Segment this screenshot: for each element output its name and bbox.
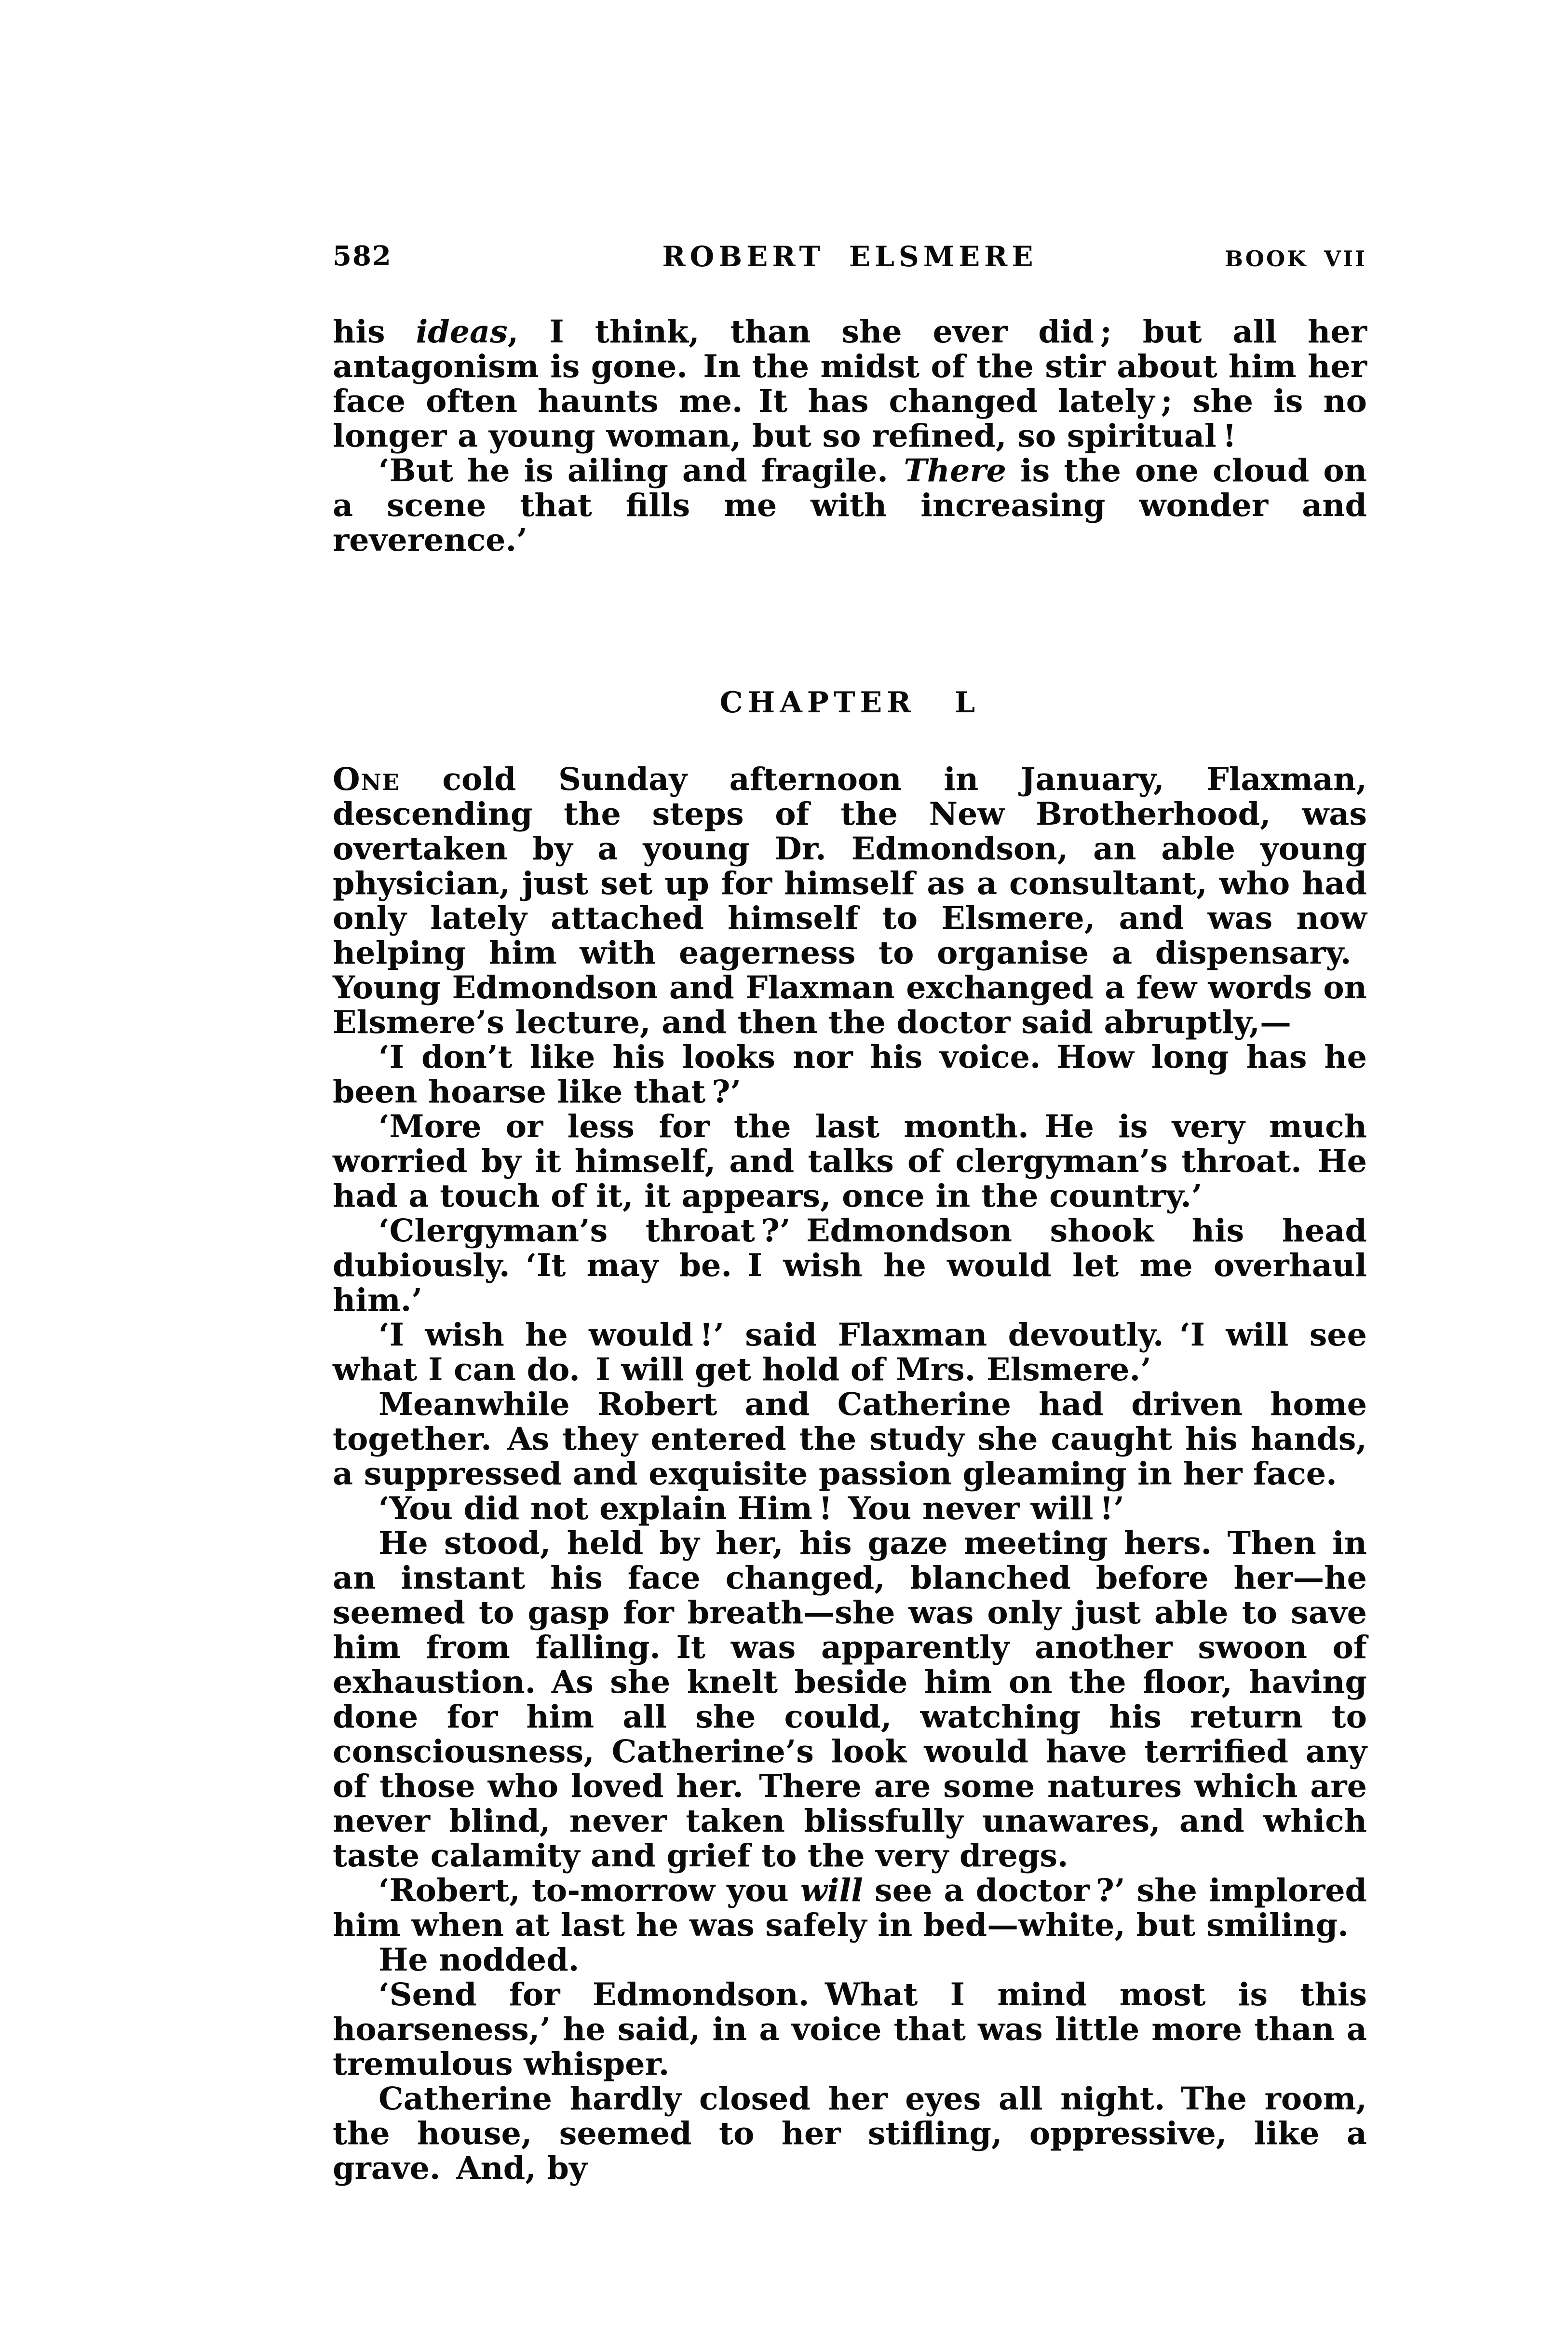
text-run: ‘More or less for the last month. He is very much worried by it himself, and talks of clergyman’s throat. He had a touch of it, it appears, once in the country.’ (333, 1108, 1367, 1214)
smallcaps-text-run: One (333, 761, 400, 798)
paragraph (333, 1526, 1367, 1873)
text-block (333, 314, 1367, 2186)
text-run: He stood, held by her, his gaze meeting hers. Then in an instant his face changed, blanched before her—he seemed to gasp for breath—she was only just able to save him from falling. It was apparently another swoon of exhaustion. As she knelt beside him on the floor, having done for him all she could, watching his return to consciousness, Catherine’s look would have terrified any of those who loved her. There are some natures which are never blind, never taken blissfully unawares, and which taste calamity and grief to the very dregs. (333, 1525, 1367, 1874)
italic-text-run: ideas (416, 313, 508, 350)
paragraph (333, 1040, 1367, 1109)
italic-text-run: will (800, 1872, 863, 1909)
text-run: Meanwhile Robert and Catherine had driven home together. As they entered the study she caught his hands, a suppressed and exquisite passion gleaming in her face. (333, 1386, 1367, 1492)
paragraph (333, 314, 1367, 453)
italic-text-run: There (904, 452, 1006, 489)
page-header (333, 240, 1367, 279)
paragraph-group-pre-chapter (333, 314, 1367, 557)
text-run: see a doctor ?’ she implored him when at last he was safely in bed—white, but smiling. (333, 1872, 1367, 1944)
text-run: ‘I don’t like his looks nor his voice. How long has he been hoarse like that ?’ (333, 1039, 1367, 1110)
paragraph-group-post-chapter (333, 762, 1367, 2186)
text-run: Catherine hardly closed her eyes all night. The room, the house, seemed to her stifling, oppressive, like a grave. And, by (333, 2080, 1367, 2187)
running-title: ROBERT ELSMERE (662, 240, 1038, 273)
chapter-heading: CHAPTER L (719, 686, 980, 720)
paragraph (333, 1977, 1367, 2081)
text-run: his (333, 313, 416, 350)
paragraph (333, 1318, 1367, 1387)
page-number: 582 (333, 240, 392, 272)
paragraph (333, 1873, 1367, 1943)
paragraph (333, 762, 1367, 1040)
text-run: cold Sunday afternoon in January, Flaxman, descending the steps of the New Brotherhood, was overtaken by a young Dr. Edmondson, an able young physician, just set up for himself as a consultant, who had only lately attached himself to Elsmere, and was now helping him with eagerness to organise a dispensary. Young Edmondson and Flaxman exchanged a few words on Elsmere’s lecture, and then the doctor said abruptly,— (333, 761, 1367, 1041)
text-run: ‘Clergyman’s throat ?’ Edmondson shook his head dubiously. ‘It may be. I wish he would let me overhaul him.’ (333, 1212, 1367, 1319)
text-run: ‘Send for Edmondson. What I mind most is this hoarseness,’ he said, in a voice that was little more than a tremulous whisper. (333, 1976, 1367, 2082)
paragraph (333, 1109, 1367, 1213)
paragraph (333, 1943, 1367, 1977)
paragraph (333, 453, 1367, 557)
text-run: is the one cloud on a scene that fills me with increasing wonder and reverence.’ (333, 452, 1367, 558)
paragraph (333, 1491, 1367, 1526)
text-run: He nodded. (378, 1942, 580, 1978)
text-run: ‘I wish he would !’ said Flaxman devoutly. ‘I will see what I can do. I will get hold of Mrs. Elsmere.’ (333, 1317, 1367, 1388)
text-run: , I think, than she ever did ; but all her antagonism is gone. In the midst of the stir about him her face often haunts me. It has changed lately ; she is no longer a young woman, but so refined, so spiritual ! (333, 313, 1367, 454)
paragraph (333, 1213, 1367, 1318)
paragraph (333, 2081, 1367, 2186)
book-section-label: BOOK VII (1224, 246, 1367, 272)
text-run: ‘You did not explain Him ! You never will !’ (378, 1490, 1124, 1527)
text-run: ‘But he is ailing and fragile. (378, 452, 904, 489)
text-run: ‘Robert, to-morrow you (378, 1872, 800, 1909)
paragraph (333, 1387, 1367, 1491)
